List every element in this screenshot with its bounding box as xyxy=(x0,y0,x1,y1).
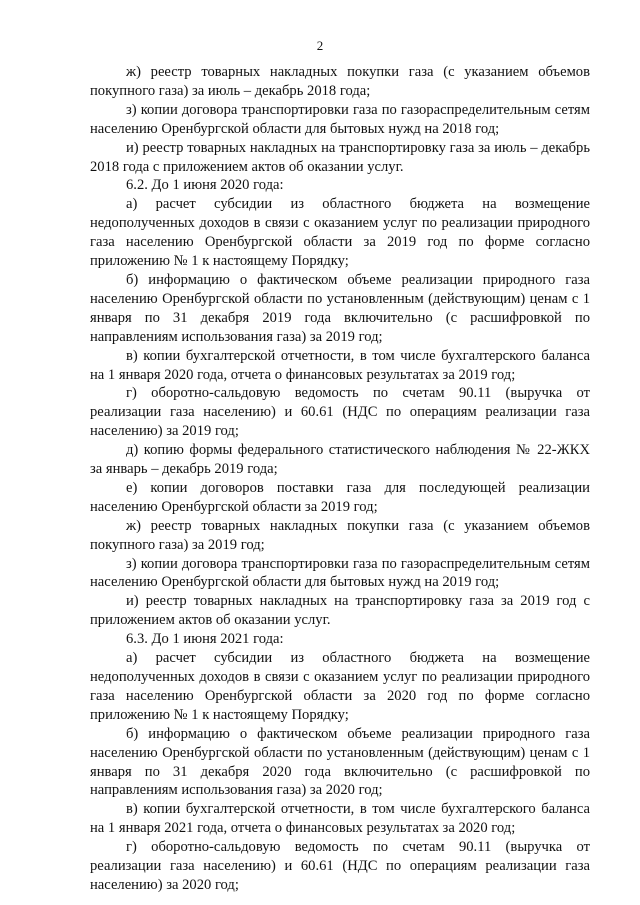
section-heading: 6.2. До 1 июня 2020 года: xyxy=(126,177,284,194)
paragraph: г) оборотно-сальдовую ведомость по счетам 90.11 (выручка от реализации газа населению) и 60.61 (НДС по операциям реализации газа населению) за 2019 год; xyxy=(90,385,590,440)
document-body xyxy=(90,63,590,895)
paragraph: ж) реестр товарных накладных покупки газа (с указанием объемов покупного газа) за 2019 год; xyxy=(90,517,590,553)
page-number: 2 xyxy=(316,38,324,53)
paragraph: в) копии бухгалтерской отчетности, в том числе бухгалтерского баланса на 1 января 2020 года, отчета о финансовых результатах за 2019 год; xyxy=(90,347,590,383)
paragraph: г) оборотно-сальдовую ведомость по счетам 90.11 (выручка от реализации газа населению) и 60.61 (НДС по операциям реализации газа населению) за 2020 год; xyxy=(90,839,590,893)
paragraph: б) информацию о фактическом объеме реализации природного газа населению Оренбургской области по установленным (действующим) ценам с 1 января по 31 декабря 2019 года включительно (с расшифровкой по направлениям использования газа) за 2019 год; xyxy=(90,271,590,345)
paragraph: и) реестр товарных накладных на транспортировку газа за июль – декабрь 2018 года с приложением актов об оказании услуг. xyxy=(90,139,590,175)
paragraph: з) копии договора транспортировки газа по газораспределительным сетям населению Оренбургской области для бытовых нужд на 2018 год; xyxy=(90,101,590,137)
paragraph: ж) реестр товарных накладных покупки газа (с указанием объемов покупного газа) за июль – декабрь 2018 года; xyxy=(90,64,590,99)
paragraph: б) информацию о фактическом объеме реализации природного газа населению Оренбургской области по установленным (действующим) ценам с 1 января по 31 декабря 2020 года включительно (с расшифровкой по направлениям использования газа) за 2020 год; xyxy=(90,725,590,799)
paragraph: а) расчет субсидии из областного бюджета на возмещение недополученных доходов в связи с оказанием услуг по реализации природного газа населению Оренбургской области за 2020 год по форме согласно приложению № 1 к настоящему Порядку; xyxy=(90,650,590,723)
paragraph: а) расчет субсидии из областного бюджета на возмещение недополученных доходов в связи с оказанием услуг по реализации природного газа населению Оренбургской области за 2019 год по форме согласно приложению № 1 к настоящему Порядку; xyxy=(90,196,590,270)
section-heading: 6.3. До 1 июня 2021 года: xyxy=(126,631,284,648)
paragraph: и) реестр товарных накладных на транспортировку газа за 2019 год с приложением актов об оказании услуг. xyxy=(90,593,590,629)
paragraph: з) копии договора транспортировки газа по газораспределительным сетям населению Оренбургской области для бытовых нужд на 2019 год; xyxy=(90,555,590,591)
paragraph: е) копии договоров поставки газа для последующей реализации населению Оренбургской области за 2019 год; xyxy=(90,479,590,515)
paragraph: д) копию формы федерального статистического наблюдения № 22-ЖКХ за январь – декабрь 2019 года; xyxy=(90,442,590,478)
paragraph: в) копии бухгалтерской отчетности, в том числе бухгалтерского баланса на 1 января 2021 года, отчета о финансовых результатах за 2020 год; xyxy=(90,801,590,837)
